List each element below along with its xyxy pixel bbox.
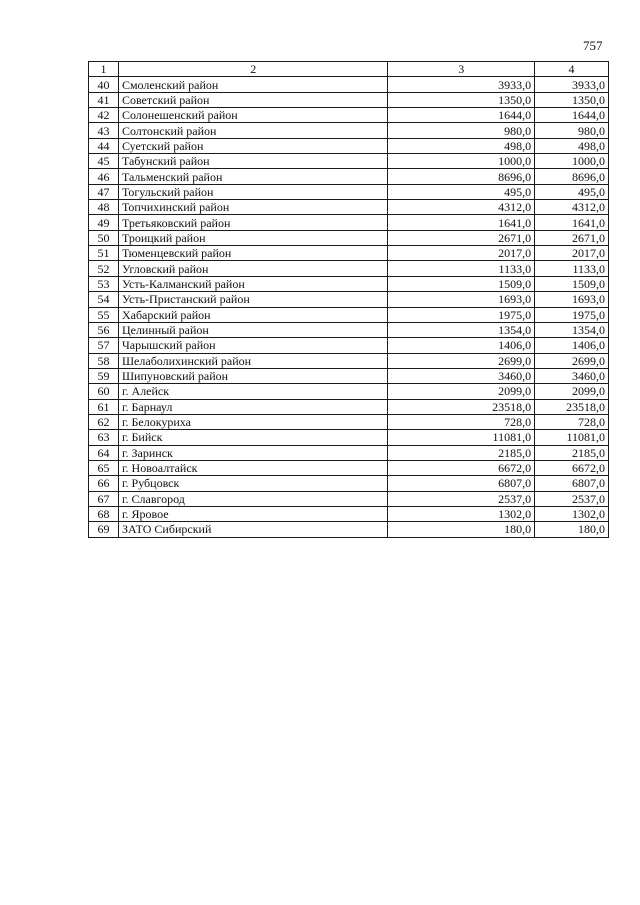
- district-name-cell: Усть-Пристанский район: [118, 292, 388, 307]
- district-name-cell: г. Белокуриха: [118, 414, 388, 429]
- column-header-3: 3: [388, 62, 535, 77]
- column-header-1: 1: [89, 62, 119, 77]
- table-row: [89, 430, 609, 445]
- row-number-cell: 43: [89, 123, 119, 138]
- row-number-cell: 40: [89, 77, 119, 92]
- column-3-value-cell: 495,0: [388, 184, 535, 199]
- district-name-cell: Троицкий район: [118, 230, 388, 245]
- column-3-value-cell: 1406,0: [388, 338, 535, 353]
- column-3-value-cell: 180,0: [388, 522, 535, 537]
- row-number-cell: 52: [89, 261, 119, 276]
- table-row: [89, 123, 609, 138]
- table-row: [89, 261, 609, 276]
- column-3-value-cell: 728,0: [388, 414, 535, 429]
- row-number-cell: 46: [89, 169, 119, 184]
- table-row: [89, 77, 609, 92]
- district-name-cell: Советский район: [118, 92, 388, 107]
- column-3-value-cell: 1641,0: [388, 215, 535, 230]
- column-4-value-cell: 2017,0: [535, 246, 609, 261]
- column-3-value-cell: 3933,0: [388, 77, 535, 92]
- table-row: [89, 230, 609, 245]
- district-name-cell: Суетский район: [118, 138, 388, 153]
- column-3-value-cell: 2185,0: [388, 445, 535, 460]
- column-3-value-cell: 1133,0: [388, 261, 535, 276]
- table-row: [89, 414, 609, 429]
- column-3-value-cell: 1302,0: [388, 506, 535, 521]
- row-number-cell: 59: [89, 368, 119, 383]
- table-row: [89, 522, 609, 537]
- district-name-cell: Целинный район: [118, 322, 388, 337]
- table-row: [89, 276, 609, 291]
- row-number-cell: 67: [89, 491, 119, 506]
- column-3-value-cell: 1644,0: [388, 108, 535, 123]
- page-number: 757: [583, 38, 603, 53]
- column-4-value-cell: 6672,0: [535, 460, 609, 475]
- district-name-cell: ЗАТО Сибирский: [118, 522, 388, 537]
- row-number-cell: 68: [89, 506, 119, 521]
- column-4-value-cell: 1644,0: [535, 108, 609, 123]
- column-4-value-cell: 498,0: [535, 138, 609, 153]
- table-body: [89, 77, 609, 537]
- column-4-value-cell: 1975,0: [535, 307, 609, 322]
- district-name-cell: г. Алейск: [118, 384, 388, 399]
- row-number-cell: 53: [89, 276, 119, 291]
- table-row: [89, 200, 609, 215]
- table-row: [89, 154, 609, 169]
- row-number-cell: 51: [89, 246, 119, 261]
- table-row: [89, 138, 609, 153]
- district-name-cell: г. Бийск: [118, 430, 388, 445]
- table-row: [89, 322, 609, 337]
- district-name-cell: г. Заринск: [118, 445, 388, 460]
- data-table: [88, 61, 609, 538]
- row-number-cell: 62: [89, 414, 119, 429]
- table-row: [89, 368, 609, 383]
- table-row: [89, 108, 609, 123]
- district-name-cell: Хабарский район: [118, 307, 388, 322]
- column-4-value-cell: 3933,0: [535, 77, 609, 92]
- column-3-value-cell: 2699,0: [388, 353, 535, 368]
- column-3-value-cell: 8696,0: [388, 169, 535, 184]
- district-name-cell: Топчихинский район: [118, 200, 388, 215]
- column-3-value-cell: 1354,0: [388, 322, 535, 337]
- column-3-value-cell: 2017,0: [388, 246, 535, 261]
- row-number-cell: 64: [89, 445, 119, 460]
- column-4-value-cell: 495,0: [535, 184, 609, 199]
- row-number-cell: 55: [89, 307, 119, 322]
- district-name-cell: Табунский район: [118, 154, 388, 169]
- column-3-value-cell: 23518,0: [388, 399, 535, 414]
- column-4-value-cell: 180,0: [535, 522, 609, 537]
- row-number-cell: 60: [89, 384, 119, 399]
- table-row: [89, 506, 609, 521]
- table-row: [89, 292, 609, 307]
- row-number-cell: 45: [89, 154, 119, 169]
- district-name-cell: г. Славгород: [118, 491, 388, 506]
- table-row: [89, 491, 609, 506]
- row-number-cell: 47: [89, 184, 119, 199]
- row-number-cell: 65: [89, 460, 119, 475]
- district-name-cell: Солонешенский район: [118, 108, 388, 123]
- row-number-cell: 41: [89, 92, 119, 107]
- column-3-value-cell: 6807,0: [388, 476, 535, 491]
- district-name-cell: Чарышский район: [118, 338, 388, 353]
- column-header-2: 2: [118, 62, 388, 77]
- column-4-value-cell: 1302,0: [535, 506, 609, 521]
- column-4-value-cell: 728,0: [535, 414, 609, 429]
- column-4-value-cell: 980,0: [535, 123, 609, 138]
- column-4-value-cell: 8696,0: [535, 169, 609, 184]
- row-number-cell: 69: [89, 522, 119, 537]
- column-3-value-cell: 1350,0: [388, 92, 535, 107]
- table-row: [89, 399, 609, 414]
- district-name-cell: Третьяковский район: [118, 215, 388, 230]
- column-3-value-cell: 1975,0: [388, 307, 535, 322]
- district-name-cell: г. Рубцовск: [118, 476, 388, 491]
- district-name-cell: Шипуновский район: [118, 368, 388, 383]
- row-number-cell: 50: [89, 230, 119, 245]
- header-row: [89, 62, 609, 77]
- column-3-value-cell: 3460,0: [388, 368, 535, 383]
- column-3-value-cell: 1693,0: [388, 292, 535, 307]
- column-4-value-cell: 6807,0: [535, 476, 609, 491]
- table-row: [89, 307, 609, 322]
- district-name-cell: Усть-Калманский район: [118, 276, 388, 291]
- row-number-cell: 61: [89, 399, 119, 414]
- column-4-value-cell: 1133,0: [535, 261, 609, 276]
- row-number-cell: 66: [89, 476, 119, 491]
- column-4-value-cell: 3460,0: [535, 368, 609, 383]
- row-number-cell: 42: [89, 108, 119, 123]
- district-name-cell: Шелаболихинский район: [118, 353, 388, 368]
- district-name-cell: г. Барнаул: [118, 399, 388, 414]
- district-name-cell: Угловский район: [118, 261, 388, 276]
- row-number-cell: 58: [89, 353, 119, 368]
- column-4-value-cell: 1509,0: [535, 276, 609, 291]
- table-row: [89, 184, 609, 199]
- column-3-value-cell: 2537,0: [388, 491, 535, 506]
- district-name-cell: Тальменский район: [118, 169, 388, 184]
- column-4-value-cell: 2537,0: [535, 491, 609, 506]
- column-4-value-cell: 1350,0: [535, 92, 609, 107]
- column-4-value-cell: 2671,0: [535, 230, 609, 245]
- column-3-value-cell: 2671,0: [388, 230, 535, 245]
- column-3-value-cell: 6672,0: [388, 460, 535, 475]
- table-row: [89, 338, 609, 353]
- table-row: [89, 92, 609, 107]
- district-name-cell: Смоленский район: [118, 77, 388, 92]
- column-4-value-cell: 1693,0: [535, 292, 609, 307]
- table-row: [89, 384, 609, 399]
- table-row: [89, 215, 609, 230]
- district-name-cell: Тогульский район: [118, 184, 388, 199]
- row-number-cell: 49: [89, 215, 119, 230]
- column-3-value-cell: 1000,0: [388, 154, 535, 169]
- table-row: [89, 246, 609, 261]
- column-4-value-cell: 23518,0: [535, 399, 609, 414]
- column-4-value-cell: 2099,0: [535, 384, 609, 399]
- column-4-value-cell: 4312,0: [535, 200, 609, 215]
- column-3-value-cell: 4312,0: [388, 200, 535, 215]
- table-row: [89, 460, 609, 475]
- row-number-cell: 44: [89, 138, 119, 153]
- column-3-value-cell: 498,0: [388, 138, 535, 153]
- column-3-value-cell: 11081,0: [388, 430, 535, 445]
- district-name-cell: г. Новоалтайск: [118, 460, 388, 475]
- column-4-value-cell: 2699,0: [535, 353, 609, 368]
- row-number-cell: 56: [89, 322, 119, 337]
- table-row: [89, 169, 609, 184]
- row-number-cell: 48: [89, 200, 119, 215]
- row-number-cell: 57: [89, 338, 119, 353]
- district-name-cell: Солтонский район: [118, 123, 388, 138]
- column-4-value-cell: 11081,0: [535, 430, 609, 445]
- table-row: [89, 445, 609, 460]
- column-3-value-cell: 2099,0: [388, 384, 535, 399]
- column-header-4: 4: [535, 62, 609, 77]
- column-4-value-cell: 1406,0: [535, 338, 609, 353]
- table-row: [89, 476, 609, 491]
- district-name-cell: г. Яровое: [118, 506, 388, 521]
- row-number-cell: 63: [89, 430, 119, 445]
- column-4-value-cell: 1354,0: [535, 322, 609, 337]
- column-4-value-cell: 1641,0: [535, 215, 609, 230]
- column-3-value-cell: 1509,0: [388, 276, 535, 291]
- table-row: [89, 353, 609, 368]
- district-name-cell: Тюменцевский район: [118, 246, 388, 261]
- column-3-value-cell: 980,0: [388, 123, 535, 138]
- row-number-cell: 54: [89, 292, 119, 307]
- column-4-value-cell: 2185,0: [535, 445, 609, 460]
- column-4-value-cell: 1000,0: [535, 154, 609, 169]
